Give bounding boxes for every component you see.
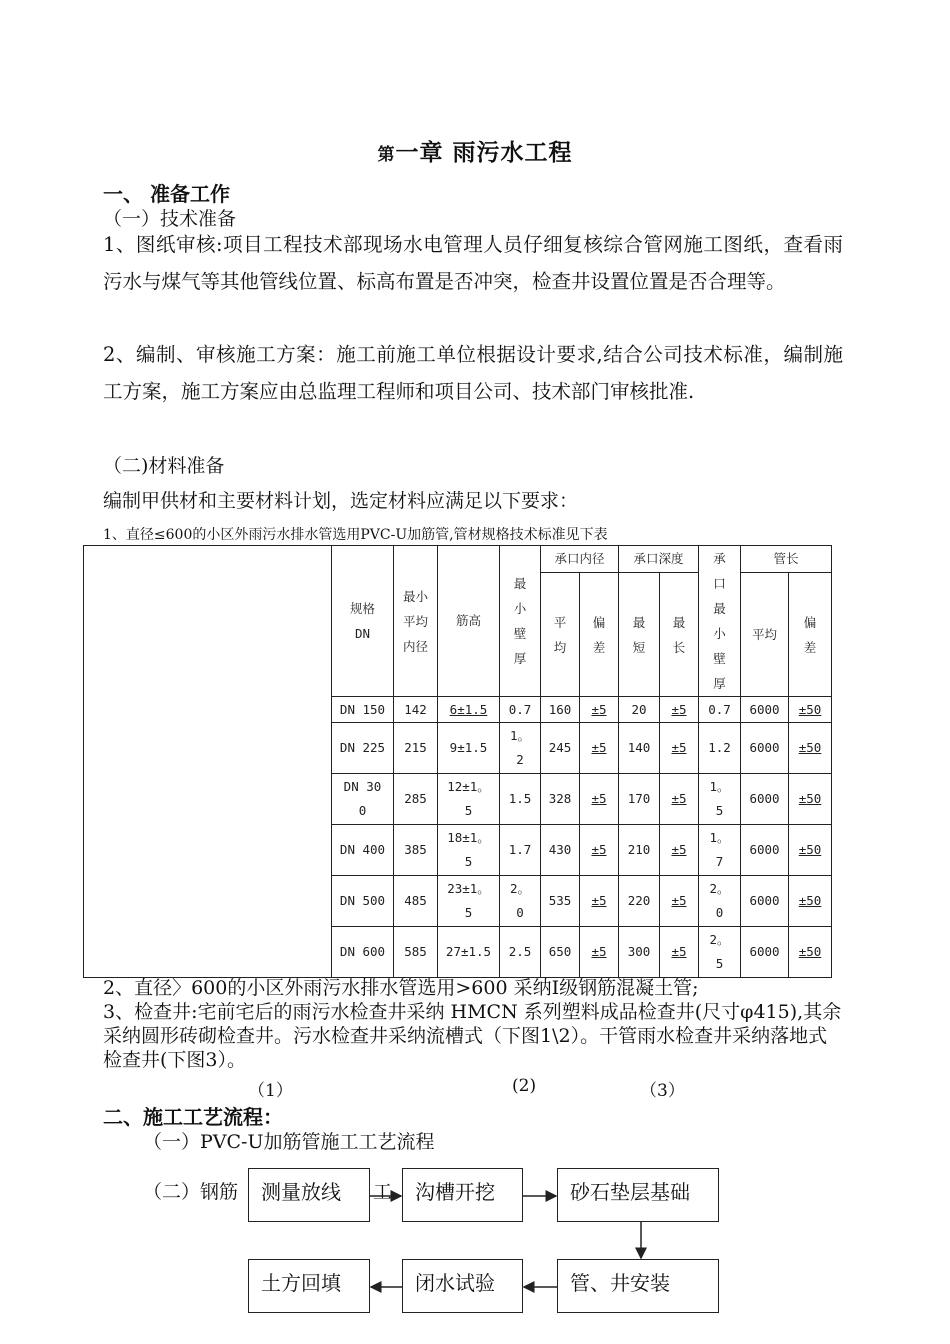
flow-step-pipe-install: 管、井安装 — [557, 1259, 719, 1313]
header-length-avg: 平均 — [741, 573, 789, 697]
header-min-wall: 最 小 壁 厚 — [500, 546, 541, 697]
header-socket-inner: 承口内径 — [541, 546, 619, 573]
subheading-rebar-process: （二）钢筋 — [143, 1181, 239, 1203]
paragraph-material-plan: 编制甲供材和主要材料计划，选定材料应满足以下要求： — [103, 490, 579, 512]
figure-label-1: （1） — [248, 1081, 293, 1101]
table-row: DN 600 585 27±1.5 2.5 650 ±5 300 ±5 2。 5 6000 ±50 — [84, 927, 832, 978]
table-row: DN 400 385 18±1。 5 1.7 430 ±5 210 ±5 1。 7 6000 ±50 — [84, 825, 832, 876]
subheading-rebar-process-tail: 工 — [373, 1181, 393, 1203]
paragraph-large-pipe: 2、直径〉600的小区外雨污水排水管选用>600 采纳Ⅰ级钢筋混凝土管; — [103, 977, 699, 999]
flow-step-gravel-base: 砂石垫层基础 — [557, 1168, 719, 1222]
subheading-technical-prep: （一）技术准备 — [103, 208, 237, 230]
subheading-material-prep: （二)材料准备 — [103, 455, 225, 477]
figure-label-2: (2) — [512, 1076, 537, 1096]
table-row: DN 500 485 23±1。 5 2。 0 535 ±5 220 ±5 2。 0 6000 ±50 — [84, 876, 832, 927]
section-heading-preparation: 一、 准备工作 — [103, 182, 230, 206]
header-min-inner: 最小 平均 内径 — [394, 546, 438, 697]
header-socket-dev: 偏 差 — [580, 573, 619, 697]
header-socket-wall: 承 口 最 小 壁 厚 — [699, 546, 741, 697]
flow-step-survey: 测量放线 — [248, 1168, 370, 1222]
subheading-pvc-process: （一）PVC-U加筋管施工工艺流程 — [143, 1131, 435, 1153]
paragraph-drawing-review: 1、图纸审核:项目工程技术部现场水电管理人员仔细复核综合管网施工图纸，查看雨污水与煤气等其他管线位置、标高布置是否冲突，检查井设置位置是否合理等。 — [103, 233, 843, 293]
flow-step-trench: 沟槽开挖 — [402, 1168, 523, 1222]
table-caption: 1、直径≤600的小区外雨污水排水管选用PVC-U加筋管,管材规格技术标准见下表 — [103, 527, 608, 543]
paragraph-inspection-well: 3、检查井:宅前宅后的雨污水检查井采纳 HMCN 系列塑料成品检查井(尺寸φ415),其余采纳圆形砖砌检查井。污水检查井采纳流槽式（下图1\2）。干管雨水检查井采纳落地式检查井(下图3）。 — [103, 1001, 842, 1071]
header-length-dev: 偏 差 — [789, 573, 832, 697]
header-spec: 规格 DN — [332, 546, 394, 697]
chapter-title: 第一章 雨污水工程 — [377, 139, 573, 166]
header-socket-depth: 承口深度 — [619, 546, 699, 573]
figure-label-3: （3） — [640, 1081, 685, 1101]
header-rib: 筋高 — [438, 546, 500, 697]
header-pipe-length: 管长 — [741, 546, 832, 573]
paragraph-construction-plan: 2、编制、审核施工方案：施工前施工单位根据设计要求,结合公司技术标准，编制施工方案，施工方案应由总监理工程师和项目公司、技术部门审核批准. — [103, 343, 843, 403]
section-heading-process: 二、施工工艺流程： — [103, 1105, 283, 1129]
flow-step-backfill: 土方回填 — [248, 1259, 370, 1313]
table-row: DN 225 215 9±1.5 1。 2 245 ±5 140 ±5 1.2 6000 ±50 — [84, 723, 832, 774]
header-depth-longest: 最 长 — [660, 573, 699, 697]
table-row: DN 150 142 6±1.5 0.7 160 ±5 20 ±5 0.7 6000 ±50 — [84, 697, 832, 723]
flow-step-water-test: 闭水试验 — [402, 1259, 523, 1313]
table-row: DN 30 0 285 12±1。 5 1.5 328 ±5 170 ±5 1。 5 6000 ±50 — [84, 774, 832, 825]
header-depth-shortest: 最 短 — [619, 573, 660, 697]
header-socket-avg: 平 均 — [541, 573, 580, 697]
